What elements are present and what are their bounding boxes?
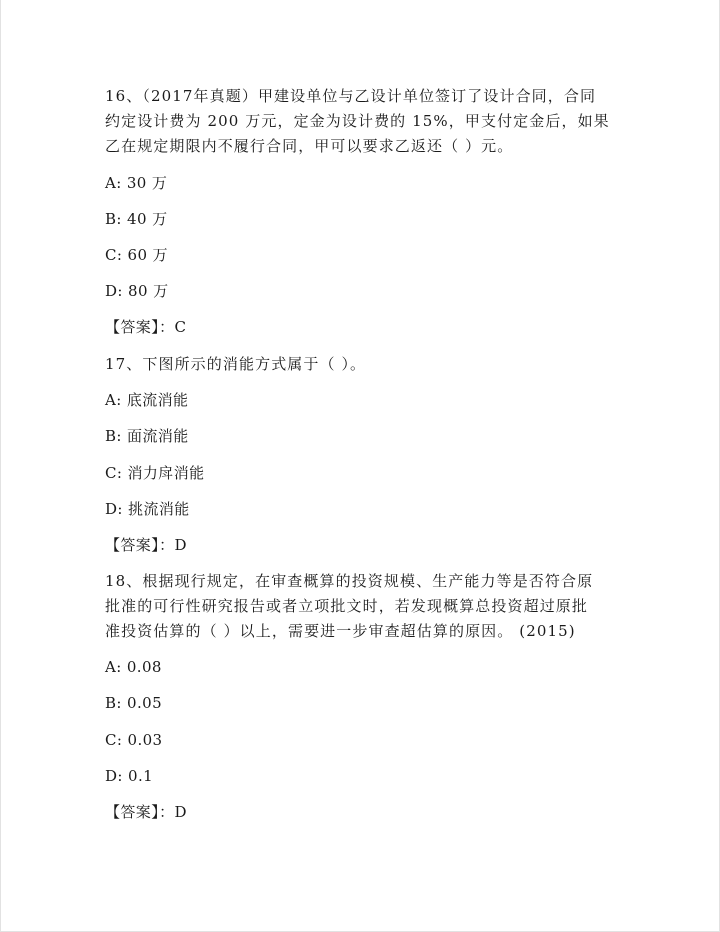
question-16-stem-line-3: 乙在规定期限内不履行合同，甲可以要求乙返还（ ）元。	[105, 137, 514, 155]
question-17-answer: 【答案】：D	[105, 536, 187, 554]
question-17-option-c: C: 消力戽消能	[105, 464, 205, 482]
question-18-option-b: B: 0.05	[105, 694, 163, 712]
question-17-stem-line-1: 17、下图所示的消能方式属于（ ）。	[105, 355, 367, 373]
question-18-option-a: A: 0.08	[105, 658, 162, 676]
question-17-option-b: B: 面流消能	[105, 427, 189, 445]
question-17-option-d: D: 挑流消能	[105, 500, 190, 518]
question-16-stem-line-1: 16、（2017年真题）甲建设单位与乙设计单位签订了设计合同，合同	[105, 87, 597, 105]
question-16-option-c: C: 60 万	[105, 246, 168, 264]
question-18-option-d: D: 0.1	[105, 767, 154, 785]
question-16-option-d: D: 80 万	[105, 282, 169, 300]
question-16-option-a: A: 30 万	[105, 174, 168, 192]
question-17-option-a: A: 底流消能	[105, 391, 189, 409]
question-18-stem-line-2: 批准的可行性研究报告或者立项批文时，若发现概算总投资超过原批	[105, 597, 589, 615]
question-18-stem-line-1: 18、根据现行规定，在审查概算的投资规模、生产能力等是否符合原	[105, 572, 594, 590]
question-18-option-c: C: 0.03	[105, 731, 163, 749]
question-16-option-b: B: 40 万	[105, 210, 168, 228]
question-16-answer: 【答案】：C	[105, 318, 187, 336]
question-16-stem-line-2: 约定设计费为 200 万元，定金为设计费的 15%，甲支付定金后，如果	[105, 112, 610, 130]
question-18-answer: 【答案】：D	[105, 803, 187, 821]
question-18-stem-line-3: 准投资估算的（ ）以上，需要进一步审查超估算的原因。 (2015)	[105, 622, 576, 640]
